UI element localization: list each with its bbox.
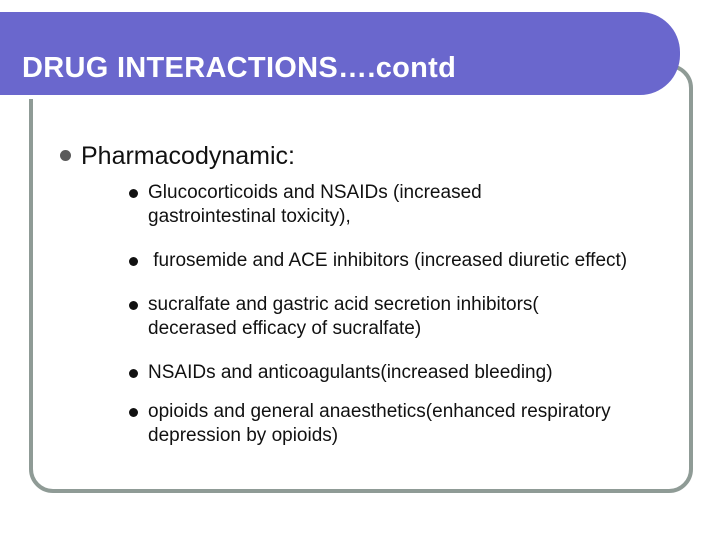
title-bar (0, 12, 680, 95)
list-item-text: sucralfate and gastric acid secretion inhibitors( decerased efficacy of sucralfate) (148, 294, 539, 339)
list-item-text: Glucocorticoids and NSAIDs (increased gastrointestinal toxicity), (148, 182, 482, 227)
list-item-text: opioids and general anaesthetics(enhanced respiratory depression by opioids) (148, 401, 611, 446)
list-item (126, 249, 686, 273)
bullet-icon (60, 150, 71, 161)
heading-bullet (60, 142, 295, 171)
bullet-icon (129, 301, 138, 310)
list-item (126, 361, 686, 385)
bullet-icon (129, 189, 138, 198)
bullet-list (126, 181, 686, 468)
bullet-icon (129, 369, 138, 378)
list-item-text: NSAIDs and anticoagulants(increased bleeding) (148, 362, 553, 383)
list-item (126, 181, 686, 229)
bullet-icon (129, 408, 138, 417)
list-item-text: furosemide and ACE inhibitors (increased diuretic effect) (148, 250, 628, 271)
slide-title: DRUG INTERACTIONS….contd (22, 52, 457, 84)
title-underline (0, 95, 640, 99)
list-item (126, 293, 686, 341)
bullet-icon (129, 257, 138, 266)
list-item (126, 400, 686, 448)
heading-text: Pharmacodynamic: (81, 142, 295, 170)
